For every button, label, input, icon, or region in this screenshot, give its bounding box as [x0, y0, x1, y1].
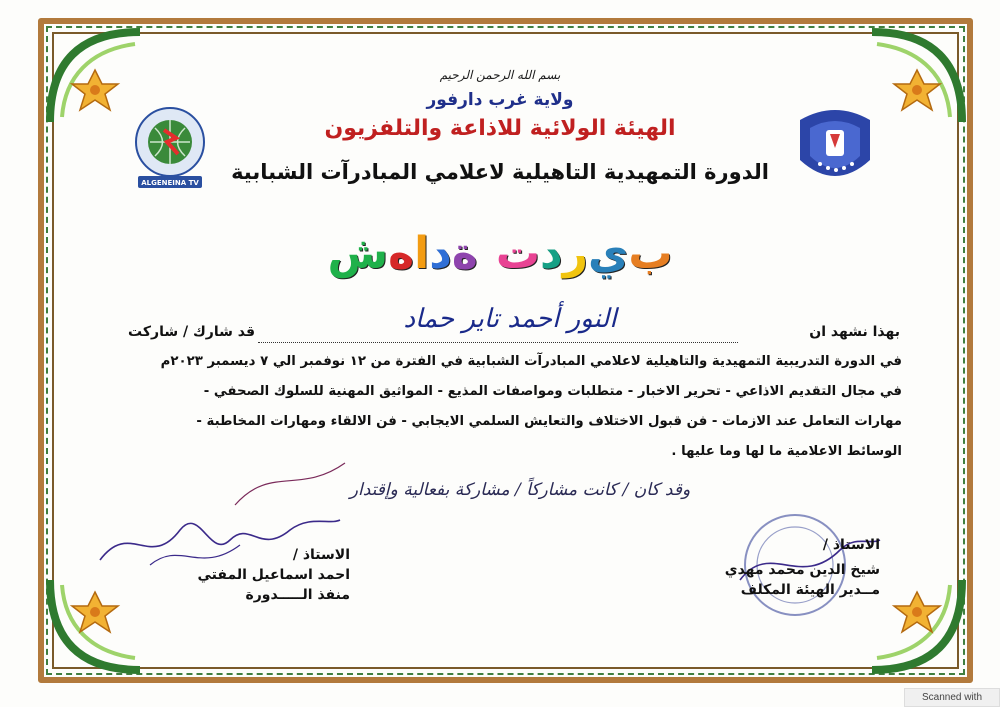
body-line5: الوسائط الاعلامية ما لها وما عليها .: [671, 444, 902, 459]
basmala: بسم الله الرحمن الرحيم: [439, 68, 561, 82]
participant-name: النور أحمد تاير حماد: [403, 304, 617, 334]
scanner-watermark: Scanned with: [904, 688, 1000, 707]
title-letter: ت: [495, 228, 541, 279]
title-letter: د: [429, 228, 452, 279]
body-line3: في مجال التقديم الاذاعي - تحرير الاخبار - متطلبات ومواصفات المذيع - المواثيق المهنية للسلوك الصحفي -: [203, 384, 902, 399]
title-letter: ي: [587, 228, 629, 279]
authority-name: الهيئة الولائية للاذاعة والتلفزيون: [324, 116, 676, 141]
left-sign-role: منفذ الـــــدورة: [245, 587, 350, 603]
right-sign-name: شيخ الدين محمد مهدي: [724, 562, 880, 578]
tv-logo-caption: ALGENEINA TV: [141, 179, 199, 187]
title-letter: ر: [562, 228, 588, 279]
corner-ornament-bottom-left: [40, 570, 150, 680]
tv-logo: [120, 102, 220, 192]
pen-flourish: [230, 455, 350, 515]
participation-note: وقد كان / كانت مشاركاً / مشاركة بفعالية وإقتدار: [349, 480, 691, 500]
certificate-title: [320, 228, 680, 279]
right-sign-role: مــدير الهيئة المكلف: [740, 582, 880, 598]
state-name: ولاية غرب دارفور: [426, 90, 574, 110]
title-letter: ب: [628, 228, 673, 279]
body-line2: في الدورة التدريبية التمهيدية والتاهيلية لاعلامي المبادرآت الشبابية في الفترة من ١٢ نوفمبر الي ٧ ديسمبر ٢٠٢٣م: [160, 354, 902, 369]
title-letter: ش: [327, 228, 389, 279]
title-letter: ا: [414, 228, 430, 279]
body-line1-end: قد شارك / شاركت: [128, 324, 255, 340]
title-letter: د: [540, 228, 563, 279]
body-line1-start: بهذا نشهد ان: [809, 324, 900, 340]
title-letter: ة: [451, 228, 478, 279]
course-name: الدورة التمهيدية التاهيلية لاعلامي المبادرآت الشبابية: [231, 160, 769, 184]
title-letter: ه: [388, 228, 415, 279]
left-sign-title: الاستاذ /: [292, 547, 350, 563]
left-sign-name: احمد اسماعيل المفتي: [197, 567, 350, 583]
right-sign-title: الاستاذ /: [822, 537, 880, 553]
body-line4: مهارات التعامل عند الازمات - فن قبول الاختلاف والتعايش السلمي الايجابي - فن الالقاء ومهارات المخاطبة -: [196, 414, 902, 429]
state-emblem: [790, 100, 880, 192]
